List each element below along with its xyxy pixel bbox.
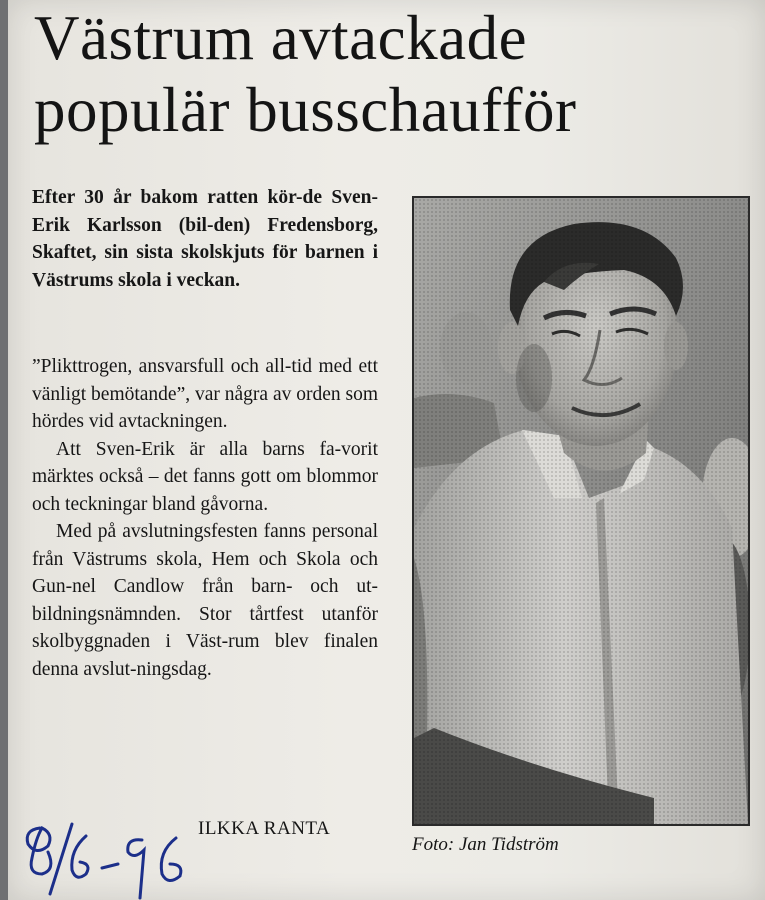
photo-illustration <box>414 198 748 824</box>
lead-paragraph: Efter 30 år bakom ratten kör-de Sven-Erik Karlsson (bil-den) Fredensborg, Skaftet, sin sista skolskjuts för barnen i Västrums skola i veckan. <box>32 187 378 291</box>
headline-line-2: populär busschaufför <box>34 75 577 145</box>
headline-line-1: Västrum avtackade <box>34 3 528 73</box>
handwritten-date-annotation <box>14 808 204 900</box>
bus-driver-photo <box>412 196 750 826</box>
photo-caption: Foto: Jan Tidström <box>412 834 559 855</box>
body-paragraph-quote: ”Plikttrogen, ansvarsfull och all-tid med ett vänligt bemötande”, var några av orden som hördes vid avtackningen. <box>32 356 379 432</box>
byline: ILKKA RANTA <box>198 818 331 839</box>
body-paragraph-festivities: Med på avslutningsfesten fanns personal från Västrums skola, Hem och Skola och Gun-nel Candlow från barn- och ut-bildningsnämnden. Stor tårtfest utanför skolbyggnaden i Väst-rum blev finalen denna avslut-ningsdag. <box>32 521 378 680</box>
article-body <box>32 353 378 683</box>
headline <box>34 2 754 146</box>
body-paragraph-favorite: Att Sven-Erik är alla barns fa-vorit märktes också – det fanns gott om blommor och teckningar bland gåvorna. <box>32 438 378 515</box>
newspaper-clipping <box>8 0 765 900</box>
handwritten-date-text: 8/6-96 <box>14 808 17 809</box>
